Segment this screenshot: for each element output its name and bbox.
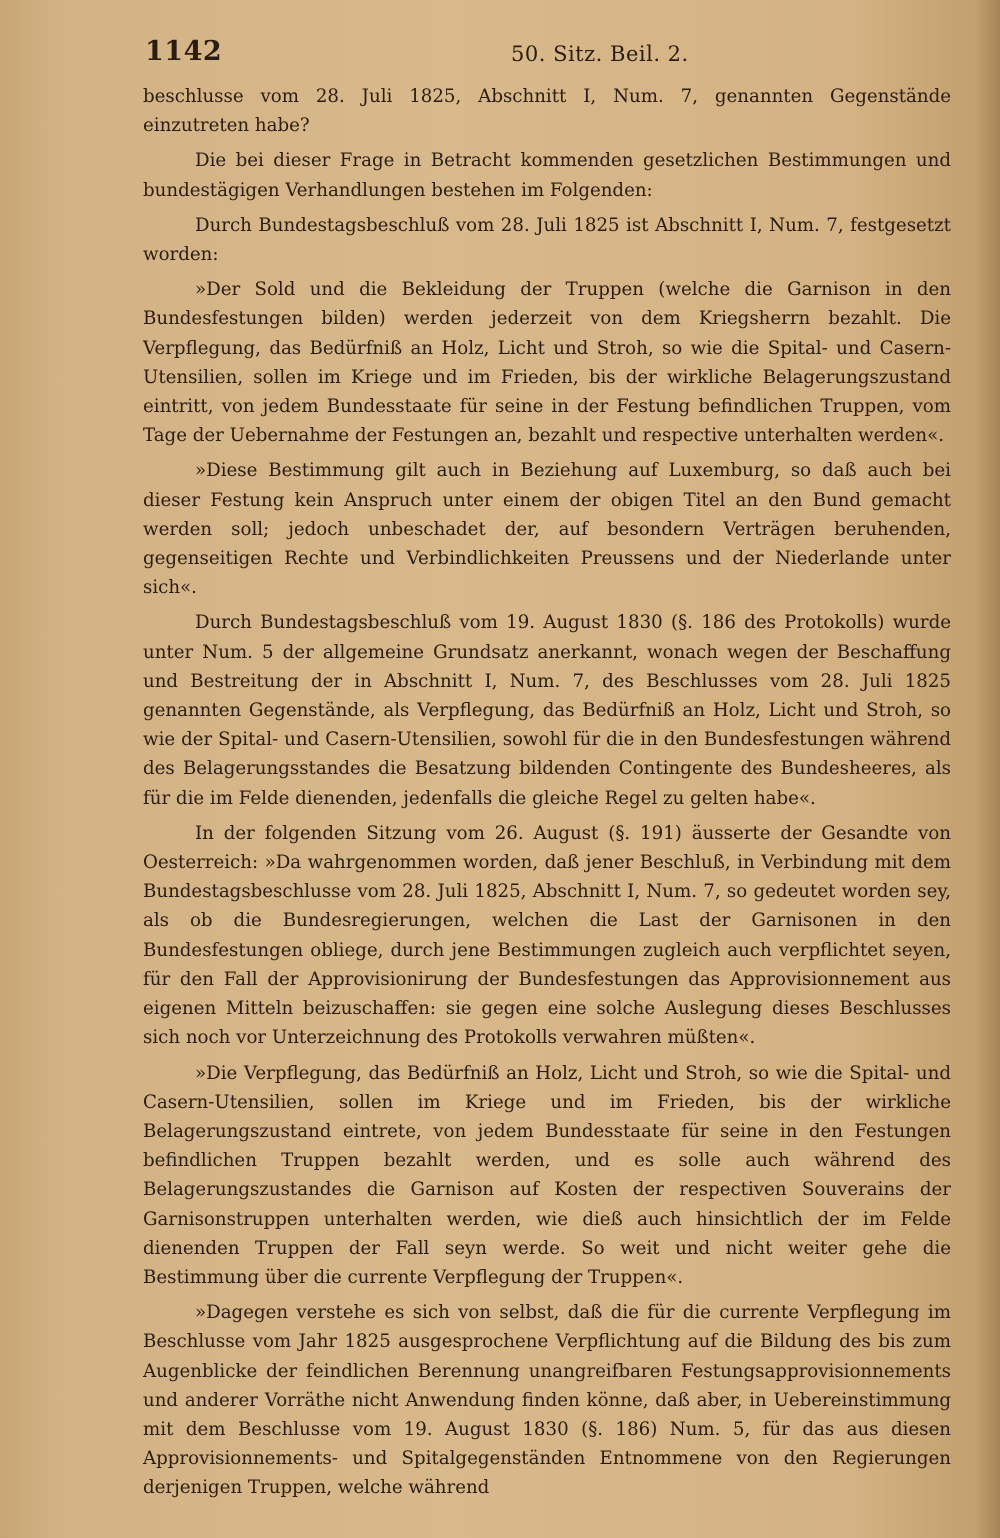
paragraph-continuation: beschlusse vom 28. Juli 1825, Abschnitt I, Num. 7, genannten Gegenstände einzutreten habe? bbox=[143, 86, 951, 137]
paragraph-quote: »Dagegen verstehe es sich von selbst, daß die für die currente Verpflegung im Beschlusse vom Jahr 1825 ausgesprochene Verpflichtung auf die Bildung des bis zum Augenblicke der feindlichen Berennung unangreifbaren Festungsapprovisionnements und anderer Vorräthe nicht Anwendung finden könne, daß aber, in Uebereinstimmung mit dem Beschlusse vom 19. August 1830 (§. 186) Num. 5, für das aus diesen Approvisionnements- und Spitalgegenständen Entnommene von den Regierungen derjenigen Truppen, welche während bbox=[143, 1302, 951, 1499]
page-edge-shadow bbox=[976, 0, 1000, 1538]
paragraph: Die bei dieser Frage in Betracht kommenden gesetzlichen Bestimmungen und bundestägigen Verhandlungen bestehen im Folgenden: bbox=[143, 150, 951, 201]
paragraph: Durch Bundestagsbeschluß vom 19. August 1830 (§. 186 des Protokolls) wurde unter Num. 5 der allgemeine Grundsatz anerkannt, wonach wegen der Beschaffung und Bestreitung der in Abschnitt I, Num. 7, des Beschlusses vom 28. Juli 1825 genannten Gegenstände, als Verpflegung, das Bedürfniß an Holz, Licht und Stroh, so wie der Spital- und Casern-Utensilien, sowohl für die in den Bundesfestungen während des Belagerungsstandes die Besatzung bildenden Contingente des Bundesheeres, als für die im Felde dienenden, jedenfalls die gleiche Regel zu gelten habe«. bbox=[143, 612, 951, 809]
page-header bbox=[145, 36, 975, 76]
paragraph: Durch Bundestagsbeschluß vom 28. Juli 1825 ist Abschnitt I, Num. 7, festgesetzt worden: bbox=[143, 214, 951, 266]
paragraph-quote: »Die Verpflegung, das Bedürfniß an Holz, Licht und Stroh, so wie die Spital- und Casern-Utensilien, sollen im Kriege und im Frieden, bis der wirkliche Belagerungszustand eintrete, von jedem Bundesstaate für seine in den Festungen befindlichen Truppen bezahlt werden, und es solle auch während des Belagerungszustandes die Garnison auf Kosten der respectiven Souverains der Garnisonstruppen unterhalten werden, wie dieß auch hinsichtlich der im Felde dienenden Truppen der Fall seyn werde. So weit und nicht weiter gehe die Bestimmung über die currente Verpflegung der Truppen«. bbox=[143, 1062, 951, 1288]
paragraph-quote: »Der Sold und die Bekleidung der Truppen (welche die Garnison in den Bundesfestungen bilden) werden jederzeit von dem Kriegsherrn bezahlt. Die Verpflegung, das Bedürfniß an Holz, Licht und Stroh, so wie die Spital- und Casern-Utensilien, sollen im Kriege und im Frieden, bis der wirkliche Belagerungszustand eintritt, von jedem Bundesstaate für seine in der Festung befindlichen Truppen, vom Tage der Uebernahme der Festungen an, bezahlt und respective unterhalten werden«. bbox=[143, 279, 951, 447]
running-head: 50. Sitz. Beil. 2. bbox=[511, 42, 689, 66]
paragraph-quote: »Diese Bestimmung gilt auch in Beziehung auf Luxemburg, so daß auch bei dieser Festung kein Anspruch unter einem der obigen Titel an den Bund gemacht werden soll; jedoch unbeschadet der, auf besondern Verträgen beruhenden, gegenseitigen Rechte und Verbindlichkeiten Preussens und der Niederlande unter sich«. bbox=[143, 460, 951, 599]
body-text bbox=[143, 82, 951, 1509]
paragraph: In der folgenden Sitzung vom 26. August (§. 191) äusserte der Gesandte von Oesterreich: »Da wahrgenommen worden, daß jener Beschluß, in Verbindung mit dem Bundestagsbeschlusse vom 28. Juli 1825, Abschnitt I, Num. 7, so gedeutet worden sey, als ob die Bundesregierungen, welchen die Last der Garnisonen in den Bundesfestungen obliege, durch jene Bestimmungen zugleich auch verpflichtet seyen, für den Fall der Approvisionirung der Bundesfestungen das Approvisionnement aus eigenen Mitteln beizuschaffen: sie gegen eine solche Auslegung dieses Beschlusses sich noch vor Unterzeichnung des Protokolls verwahren müßten«. bbox=[143, 822, 951, 1049]
page-number: 1142 bbox=[145, 36, 223, 67]
